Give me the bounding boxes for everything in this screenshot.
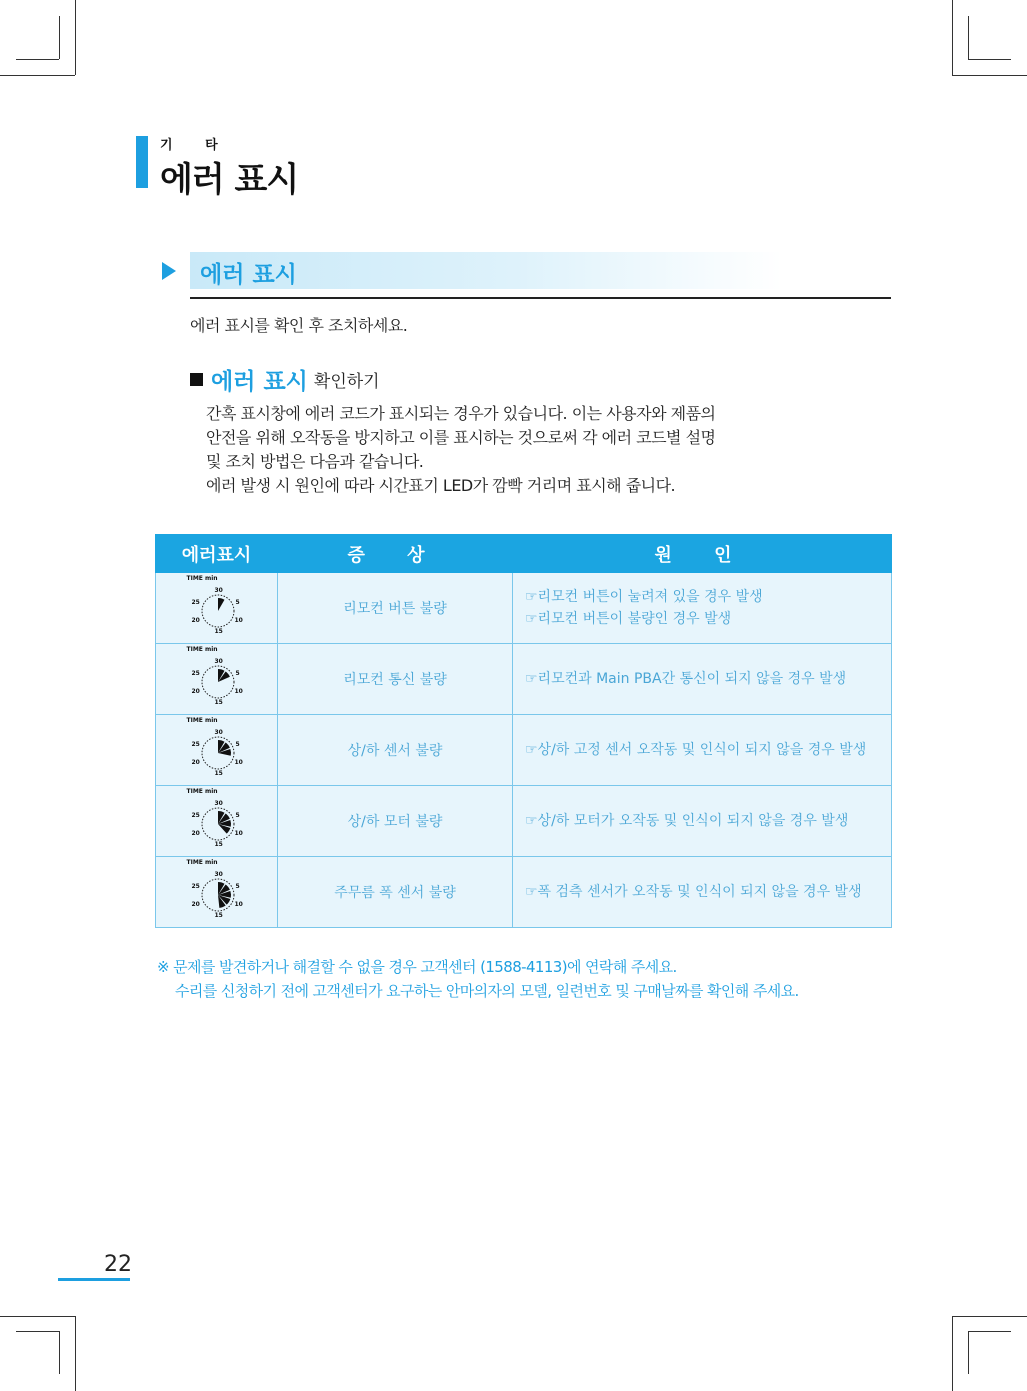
crop-mark — [968, 1331, 969, 1374]
description-line: 및 조치 방법은 다음과 같습니다. — [206, 452, 424, 471]
cause-line: ☞상/하 모터가 오작동 및 인식이 되지 않을 경우 발생 — [525, 813, 849, 829]
heading-rule — [190, 297, 891, 299]
symptom-cell: 리모컨 통신 불량 — [278, 644, 513, 715]
table-row — [156, 857, 892, 928]
dial-tick-label: 15 — [214, 912, 223, 919]
crop-mark — [968, 59, 1011, 60]
cause-cell — [513, 573, 892, 644]
support-note — [157, 955, 799, 1003]
dial-tick-label: 20 — [191, 688, 200, 695]
crop-mark — [952, 75, 1027, 76]
description-line: 에러 발생 시 원인에 따라 시간표기 LED가 깜빡 거리며 표시해 줍니다. — [206, 476, 676, 495]
section-accent-bar — [136, 136, 148, 188]
timer-dial-icon — [157, 857, 277, 927]
dial-tick-label: 5 — [235, 812, 240, 819]
intro-text: 에러 표시를 확인 후 조치하세요. — [190, 316, 408, 335]
dial-tick-label: 10 — [234, 759, 243, 766]
section-heading: 에러 표시 — [200, 262, 297, 288]
timer-dial-icon — [157, 644, 277, 714]
dial-tick-label: 20 — [191, 617, 200, 624]
timer-dial-icon — [157, 573, 277, 643]
dial-tick-label: 15 — [214, 770, 223, 777]
dial-label: TIME min — [186, 859, 218, 866]
dial-tick-label: 25 — [191, 883, 200, 890]
dial-tick-label: 25 — [191, 670, 200, 677]
error-indicator-cell — [156, 857, 278, 928]
crop-mark — [0, 75, 75, 76]
dial-label: TIME min — [186, 575, 218, 582]
crop-mark — [968, 1331, 1011, 1332]
square-bullet-icon — [190, 373, 203, 386]
dial-tick-label: 20 — [191, 759, 200, 766]
dial-tick-label: 15 — [214, 841, 223, 848]
crop-mark — [952, 1316, 1027, 1317]
crop-mark — [952, 1316, 953, 1391]
crop-mark — [75, 0, 76, 75]
symptom-cell: 리모컨 버튼 불량 — [278, 573, 513, 644]
crop-mark — [59, 16, 60, 59]
crop-mark — [968, 16, 969, 59]
column-header: 증 상 — [278, 535, 513, 573]
dial-label: TIME min — [186, 717, 218, 724]
dial-tick-label: 30 — [214, 729, 223, 736]
timer-dial-icon — [157, 715, 277, 785]
crop-mark — [75, 1316, 76, 1391]
table-row — [156, 786, 892, 857]
symptom-cell: 상/하 센서 불량 — [278, 715, 513, 786]
description-line: 간혹 표시창에 에러 코드가 표시되는 경우가 있습니다. 이는 사용자와 제품의 — [206, 404, 716, 423]
table-row — [156, 644, 892, 715]
dial-tick-label: 25 — [191, 812, 200, 819]
dial-tick-label: 5 — [235, 883, 240, 890]
crop-mark — [16, 1331, 59, 1332]
table-header-row — [156, 535, 892, 573]
subheading-text: 확인하기 — [313, 372, 380, 392]
column-header: 원 인 — [513, 535, 892, 573]
dial-tick-label: 5 — [235, 670, 240, 677]
cause-cell — [513, 857, 892, 928]
description — [206, 402, 896, 498]
note-line: ※ 문제를 발견하거나 해결할 수 없을 경우 고객센터 (1588-4113)에 연락해 주세요. — [157, 958, 677, 976]
dial-tick-label: 30 — [214, 871, 223, 878]
dial-tick-label: 20 — [191, 901, 200, 908]
error-indicator-cell — [156, 573, 278, 644]
page-title: 에러 표시 — [160, 160, 299, 200]
error-indicator-cell — [156, 715, 278, 786]
cause-line: ☞상/하 고정 센서 오작동 및 인식이 되지 않을 경우 발생 — [525, 742, 867, 758]
dial-label: TIME min — [186, 646, 218, 653]
dial-tick-label: 20 — [191, 830, 200, 837]
crop-mark — [16, 59, 59, 60]
cause-line: ☞폭 검측 센서가 오작동 및 인식이 되지 않을 경우 발생 — [525, 884, 862, 900]
crop-mark — [952, 0, 953, 75]
dial-tick-label: 30 — [214, 587, 223, 594]
cause-cell — [513, 786, 892, 857]
dial-label: TIME min — [186, 788, 218, 795]
crop-mark — [0, 1316, 75, 1317]
page-number: 22 — [104, 1252, 132, 1277]
dial-tick-label: 10 — [234, 901, 243, 908]
error-indicator-cell — [156, 786, 278, 857]
dial-tick-label: 30 — [214, 658, 223, 665]
cause-line: ☞리모컨 버튼이 불량인 경우 발생 — [525, 611, 732, 627]
symptom-cell: 상/하 모터 불량 — [278, 786, 513, 857]
subheading — [190, 363, 380, 396]
section-subtitle: 기 타 — [160, 138, 232, 153]
cause-cell — [513, 644, 892, 715]
dial-tick-label: 15 — [214, 699, 223, 706]
error-indicator-cell — [156, 644, 278, 715]
description-line: 안전을 위해 오작동을 방지하고 이를 표시하는 것으로써 각 에러 코드별 설명 — [206, 428, 716, 447]
dial-tick-label: 5 — [235, 741, 240, 748]
timer-dial-icon — [157, 786, 277, 856]
cause-line: ☞리모컨과 Main PBA간 통신이 되지 않을 경우 발생 — [525, 671, 847, 687]
subheading-highlight: 에러 표시 — [211, 369, 308, 395]
dial-tick-label: 10 — [234, 617, 243, 624]
dial-tick-label: 30 — [214, 800, 223, 807]
note-line: 수리를 신청하기 전에 고객센터가 요구하는 안마의자의 모델, 일련번호 및 구매날짜를 확인해 주세요. — [175, 982, 799, 1000]
dial-tick-label: 15 — [214, 628, 223, 635]
dial-tick-label: 25 — [191, 741, 200, 748]
cause-line: ☞리모컨 버튼이 눌려져 있을 경우 발생 — [525, 589, 763, 605]
dial-tick-label: 10 — [234, 830, 243, 837]
dial-segment — [218, 598, 225, 611]
table-row — [156, 573, 892, 644]
triangle-right-icon — [162, 262, 176, 280]
cause-cell — [513, 715, 892, 786]
dial-tick-label: 25 — [191, 599, 200, 606]
crop-mark — [59, 1331, 60, 1374]
column-header: 에러표시 — [156, 535, 278, 573]
symptom-cell: 주무름 폭 센서 불량 — [278, 857, 513, 928]
dial-tick-label: 10 — [234, 688, 243, 695]
error-table — [155, 534, 892, 928]
dial-tick-label: 5 — [235, 599, 240, 606]
table-row — [156, 715, 892, 786]
page-number-underline — [58, 1278, 130, 1281]
